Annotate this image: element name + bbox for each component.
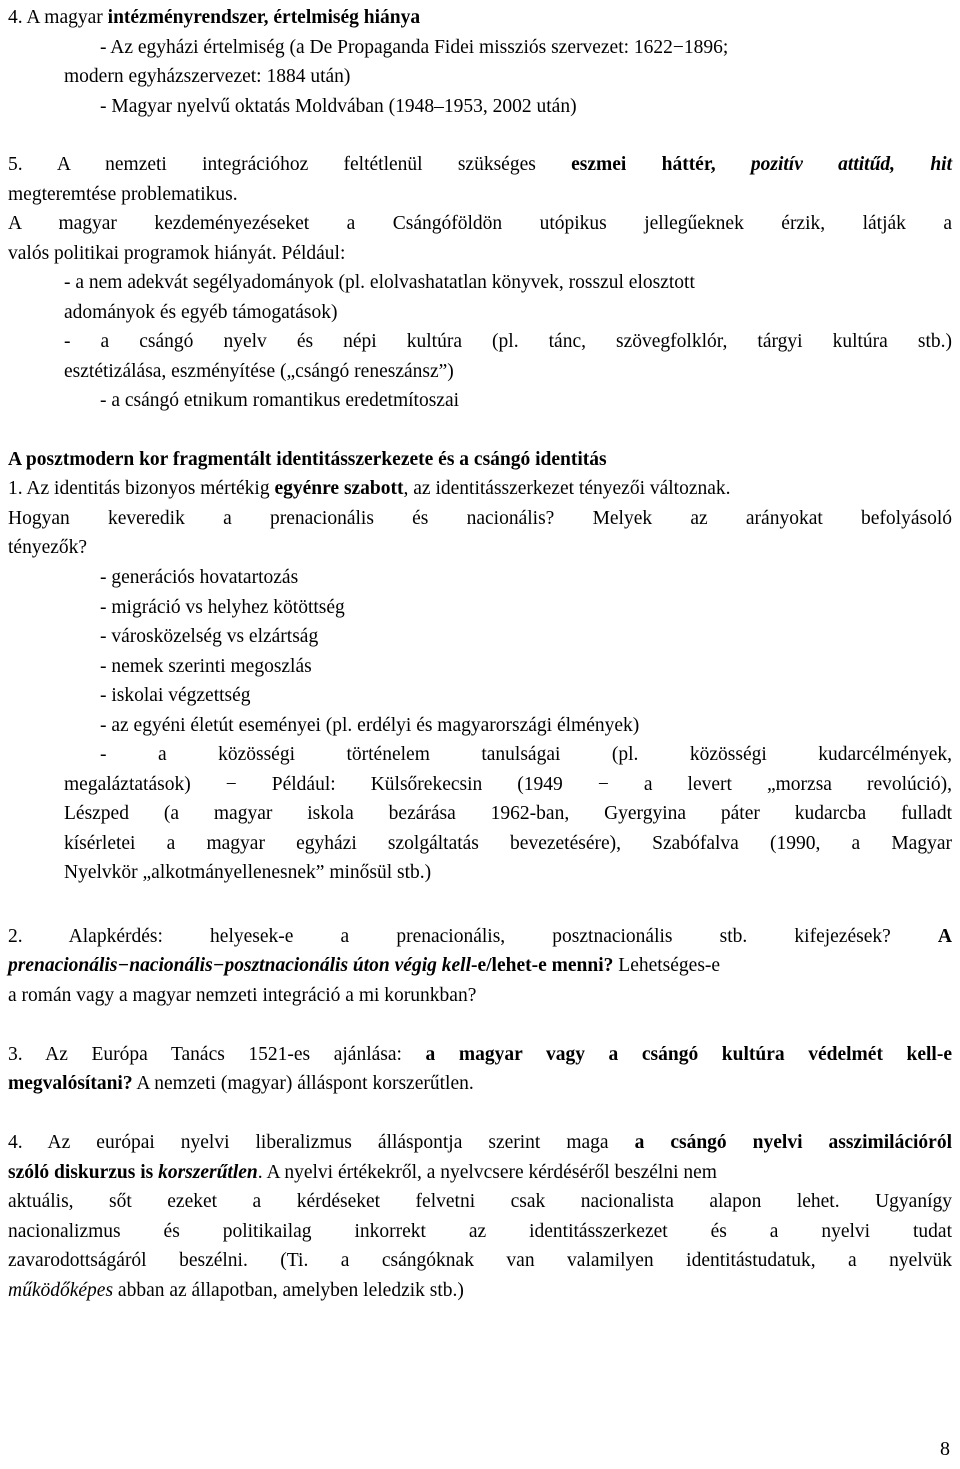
text-run: A nemzeti (magyar) álláspont korszerűtlen. xyxy=(132,1073,474,1094)
text-run: adományok és egyéb támogatások) xyxy=(64,302,338,323)
text-line xyxy=(100,386,952,416)
text-run: - generációs hovatartozás xyxy=(100,567,299,588)
text-run: abban az állapotban, amelyben leledzik stb.) xyxy=(113,1280,464,1301)
text-line xyxy=(64,858,952,888)
text-run: - a közösségi történelem tanulságai (pl. közösségi kudarcélmények, xyxy=(100,744,952,765)
text-run: - városközelség vs elzártság xyxy=(100,626,319,647)
text-run: zavarodottságáról beszélni. (Ti. a csángóknak van valamilyen identitástudatuk, a nyelvük xyxy=(8,1250,952,1271)
text-line xyxy=(100,622,952,652)
text-run: Nyelvkör „alkotmányellenesnek” minősül stb.) xyxy=(64,862,432,883)
text-run: megaláztatások) − Például: Külsőrekecsin (1949 − a levert „morzsa revolúció), xyxy=(64,774,952,795)
text-line xyxy=(8,533,952,563)
text-line xyxy=(64,829,952,859)
text-line xyxy=(64,770,952,800)
text-run: A posztmodern kor fragmentált identitásszerkezete és a csángó identitás xyxy=(8,449,607,470)
text-line xyxy=(8,209,952,239)
text-run: - az egyéni életút eseményei (pl. erdélyi és magyarországi élmények) xyxy=(100,715,640,736)
text-run: , az identitásszerkezet tényezői változnak. xyxy=(403,478,731,499)
text-run: . A nyelvi értékekről, a nyelvcsere kérdéséről beszélni nem xyxy=(257,1162,717,1183)
text-run: esztétizálása, eszményítése („csángó reneszánsz”) xyxy=(64,361,454,382)
text-run: pozitív attitűd, hit xyxy=(750,154,953,175)
text-line xyxy=(100,593,952,623)
text-line xyxy=(8,951,952,981)
text-run: A magyar kezdeményezéseket a Csángóföldön utópikus jellegűeknek érzik, látják a xyxy=(8,213,952,234)
text-line xyxy=(8,1246,952,1276)
text-run: - Magyar nyelvű oktatás Moldvában (1948–1953, 2002 után) xyxy=(100,96,577,117)
text-run: 3. Az Európa Tanács 1521-es ajánlása: xyxy=(8,1044,426,1065)
text-line xyxy=(100,92,952,122)
text-run: - migráció vs helyhez kötöttség xyxy=(100,597,345,618)
text-run: 5. A nemzeti integrációhoz feltétlenül szükséges xyxy=(8,154,572,175)
text-line xyxy=(100,33,952,63)
text-run: egyénre szabott xyxy=(274,478,404,499)
text-line xyxy=(8,1158,952,1188)
text-line xyxy=(100,740,952,770)
text-run: Lehetséges-e xyxy=(613,955,721,976)
text-run: - a csángó nyelv és népi kultúra (pl. tánc, szövegfolklór, tárgyi kultúra stb.) xyxy=(64,331,952,352)
text-line xyxy=(64,357,952,387)
text-run: Lészped (a magyar iskola bezárása 1962-ban, Gyergyina páter kudarcba fulladt xyxy=(64,803,952,824)
text-run: működőképes xyxy=(8,1280,114,1301)
text-line xyxy=(8,922,952,952)
text-run: intézményrendszer, értelmiség hiánya xyxy=(107,7,421,28)
text-run: - nemek szerinti megoszlás xyxy=(100,656,312,677)
text-run: - a nem adekvát segélyadományok (pl. elolvashatatlan könyvek, rosszul elosztott xyxy=(64,272,695,293)
text-line xyxy=(8,1069,952,1099)
text-run: -e/lehet-e menni? xyxy=(470,955,614,976)
page-number: 8 xyxy=(940,1438,950,1460)
text-run: megteremtése problematikus. xyxy=(8,184,238,205)
text-line xyxy=(8,180,952,210)
text-line xyxy=(8,1187,952,1217)
text-run: megvalósítani? xyxy=(8,1073,133,1094)
text-line xyxy=(8,474,952,504)
text-line xyxy=(64,268,952,298)
text-run: a magyar vagy a csángó kultúra védelmét kell-e xyxy=(425,1044,952,1065)
text-run: 4. Az európai nyelvi liberalizmus álláspontja szerint maga xyxy=(8,1132,635,1153)
text-run: korszerűtlen xyxy=(158,1162,258,1183)
text-line xyxy=(100,711,952,741)
text-line xyxy=(8,1276,952,1306)
text-line xyxy=(8,981,952,1011)
text-line xyxy=(100,652,952,682)
text-line xyxy=(64,327,952,357)
text-run: valós politikai programok hiányát. Például: xyxy=(8,243,346,264)
text-run: a román vagy a magyar nemzeti integráció a mi korunkban? xyxy=(8,985,477,1006)
text-run: szóló diskurzus is xyxy=(8,1162,159,1183)
text-run: - a csángó etnikum romantikus eredetmítoszai xyxy=(100,390,460,411)
text-run: aktuális, sőt ezeket a kérdéseket felvetni csak nacionalista alapon lehet. Ugyanígy xyxy=(8,1191,952,1212)
text-line xyxy=(8,445,952,475)
text-run: nacionalizmus és politikailag inkorrekt az identitásszerkezet és a nyelvi tudat xyxy=(8,1221,952,1242)
text-line xyxy=(100,681,952,711)
text-run: prenacionális−nacionális−posztnacionális úton végig kell xyxy=(8,955,471,976)
text-line xyxy=(8,1128,952,1158)
text-run: 4. A magyar xyxy=(8,7,108,28)
text-line xyxy=(8,1040,952,1070)
text-run: A xyxy=(937,926,952,947)
text-line xyxy=(64,62,952,92)
text-line xyxy=(8,504,952,534)
text-run: tényezők? xyxy=(8,537,88,558)
text-run: kísérletei a magyar egyházi szolgáltatás bevezetésére), Szabófalva (1990, a Magyar xyxy=(64,833,952,854)
text-run: 1. Az identitás bizonyos mértékig xyxy=(8,478,275,499)
text-line xyxy=(64,298,952,328)
text-run: modern egyházszervezet: 1884 után) xyxy=(64,66,351,87)
text-line xyxy=(100,563,952,593)
text-run: - Az egyházi értelmiség (a De Propaganda Fidei missziós szervezet: 1622−1896; xyxy=(100,37,729,58)
text-line xyxy=(8,150,952,180)
text-line xyxy=(8,1217,952,1247)
text-run: eszmei háttér, xyxy=(571,154,751,175)
text-run: Hogyan keveredik a prenacionális és nacionális? Melyek az arányokat befolyásoló xyxy=(8,508,952,529)
text-line xyxy=(8,3,952,33)
text-line xyxy=(64,799,952,829)
text-line xyxy=(8,239,952,269)
text-run: - iskolai végzettség xyxy=(100,685,251,706)
text-run: a csángó nyelvi asszimilációról xyxy=(634,1132,952,1153)
text-run: 2. Alapkérdés: helyesek-e a prenacionális, posztnacionális stb. kifejezések? xyxy=(8,926,938,947)
